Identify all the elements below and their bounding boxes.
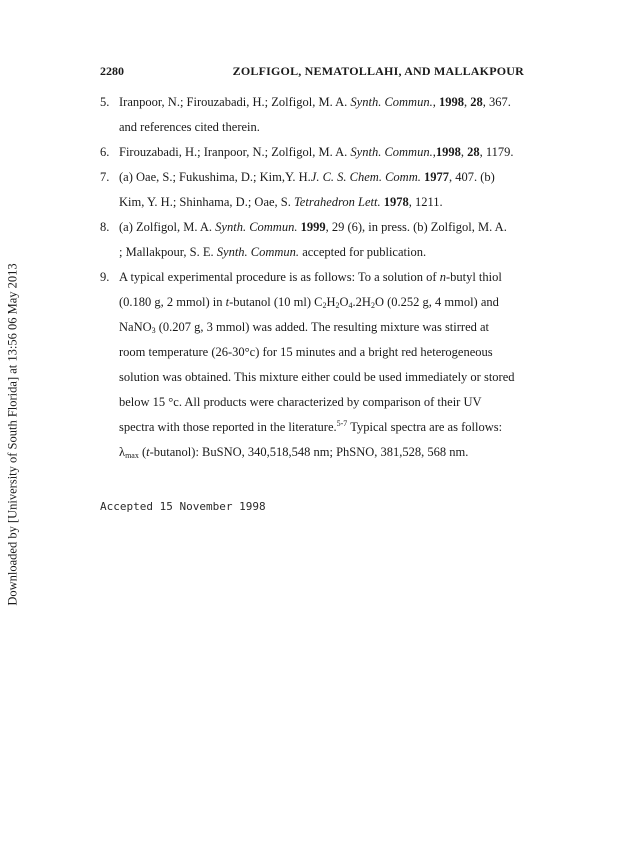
reference-line: NaNO$_3$ (0.207 g, 3 mmol) was added. The resulting mixture was stirred at: [119, 320, 490, 335]
running-head: ZOLFIGOL, NEMATOLLAHI, AND MALLAKPOUR: [232, 64, 524, 78]
reference-line: Firouzabadi, H.; Iranpoor, N.; Zolfigol, M. A. Synth. Commun.,1998, 28, 1179.: [119, 145, 514, 159]
references-list: [100, 90, 530, 465]
reference-9: [100, 265, 530, 465]
reference-line: (a) Zolfigol, M. A. Synth. Commun. 1999, 29 (6), in press. (b) Zolfigol, M. A.: [119, 220, 507, 234]
reference-number: 7.: [100, 170, 110, 184]
reference-number: 9.: [100, 270, 110, 284]
accepted-date: Accepted 15 November 1998: [100, 500, 266, 513]
page-number: 2280: [100, 64, 124, 78]
reference-line: and references cited therein.: [119, 120, 260, 134]
reference-line: ; Mallakpour, S. E. Synth. Commun. accepted for publication.: [119, 245, 427, 259]
reference-line: Iranpoor, N.; Firouzabadi, H.; Zolfigol, M. A. Synth. Commun., 1998, 28, 367.: [119, 95, 511, 109]
reference-5: [100, 90, 530, 140]
reference-line: A typical experimental procedure is as follows: To a solution of n-butyl thiol: [119, 270, 502, 284]
reference-number: 8.: [100, 220, 110, 234]
reference-8: [100, 215, 530, 265]
download-notice: [6, 0, 20, 864]
page-header: [100, 64, 524, 82]
reference-number: 5.: [100, 95, 110, 109]
reference-line: solution was obtained. This mixture either could be used immediately or stored: [119, 370, 515, 384]
reference-number: 6.: [100, 145, 110, 159]
download-notice-text: Downloaded by [University of South Florida] at 13:56 06 May 2013: [5, 263, 20, 606]
reference-line: below 15 °c. All products were characterized by comparison of their UV: [119, 395, 482, 409]
reference-line: Kim, Y. H.; Shinhama, D.; Oae, S. Tetrahedron Lett. 1978, 1211.: [119, 195, 443, 209]
reference-6: [100, 140, 530, 165]
reference-line: spectra with those reported in the literature.$^{5-7}$ Typical spectra are as follows:: [119, 419, 503, 434]
reference-line: room temperature (26-30°c) for 15 minutes and a bright red heterogeneous: [119, 345, 493, 359]
reference-line: (0.180 g, 2 mmol) in t-butanol (10 ml) $C_2H_2O_4.2H_2O$ (0.252 g, 4 mmol) and: [119, 295, 499, 310]
reference-7: [100, 165, 530, 215]
reference-line: $\lambda_{max}$ (t-butanol): BuSNO, 340,518,548 nm; PhSNO, 381,528, 568 nm.: [119, 445, 469, 460]
reference-line: (a) Oae, S.; Fukushima, D.; Kim,Y. H.J. C. S. Chem. Comm. 1977, 407. (b): [119, 170, 495, 184]
